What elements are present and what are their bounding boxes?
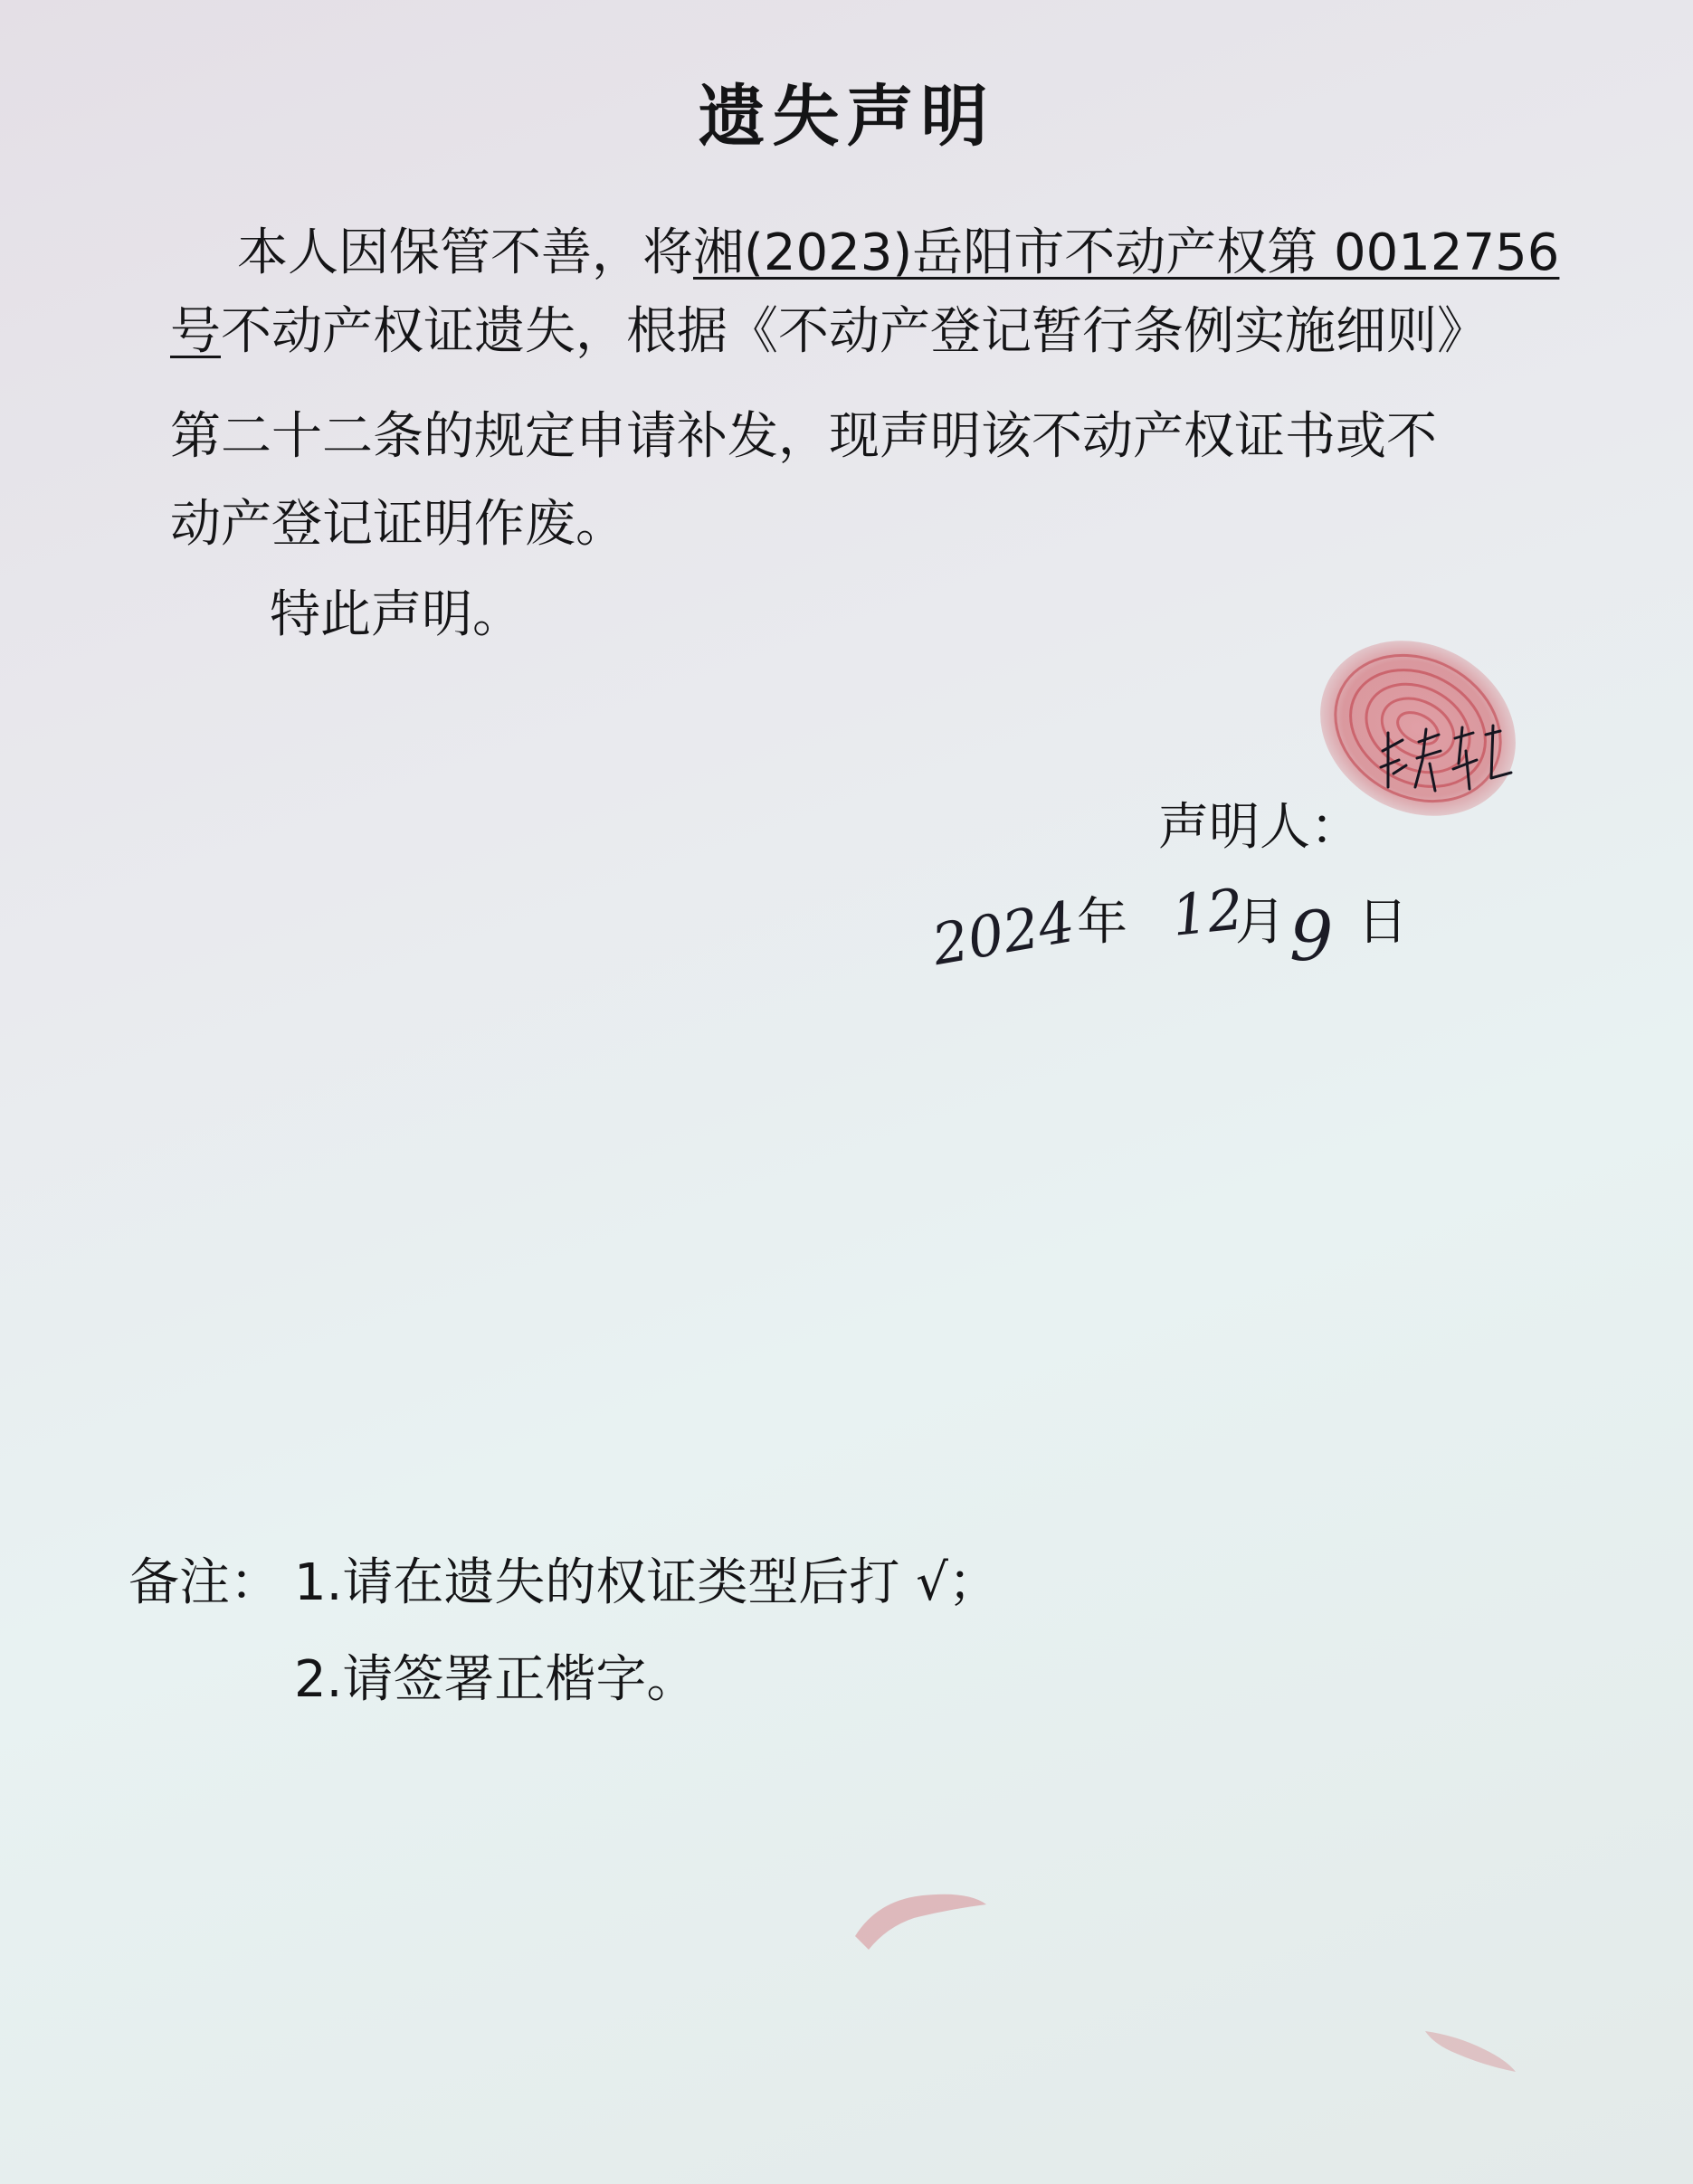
handwritten-month: 12 (1168, 876, 1247, 949)
date-row (927, 869, 1439, 995)
day-label: 日 (1357, 893, 1408, 952)
certificate-number: 湘(2023)岳阳市不动产权第 0012756 (693, 223, 1560, 282)
paragraph-line-1 (237, 222, 1559, 285)
certificate-number-suffix: 号 (170, 302, 221, 361)
handwritten-year: 2024 (927, 888, 1080, 979)
note-item-2: 2.请签署正楷字。 (294, 1650, 698, 1709)
document-title: 遗失声明 (698, 78, 995, 156)
paragraph-line-1-prefix: 本人因保管不善，将 (237, 223, 693, 282)
month-label: 月 (1235, 893, 1286, 952)
paragraph-line-3: 第二十二条的规定申请补发，现声明该不动产权证书或不 (170, 407, 1437, 466)
paragraph-line-2-rest: 不动产权证遗失，根据《不动产登记暂行条例实施细则》 (221, 302, 1488, 361)
declarant-label: 声明人： (1158, 798, 1361, 857)
closing-statement: 特此声明。 (270, 585, 523, 644)
paragraph-line-2 (170, 300, 1488, 364)
ink-smudge (851, 1882, 995, 1954)
handwritten-day: 9 (1289, 896, 1334, 976)
note-item-1: 1.请在遗失的权证类型后打 √； (294, 1553, 999, 1612)
ink-smudge (1421, 2022, 1520, 2076)
paragraph-line-4: 动产登记证明作废。 (170, 495, 626, 554)
notes-label: 备注： (128, 1553, 281, 1612)
handwritten-signature (1375, 724, 1516, 805)
year-label: 年 (1077, 893, 1127, 952)
